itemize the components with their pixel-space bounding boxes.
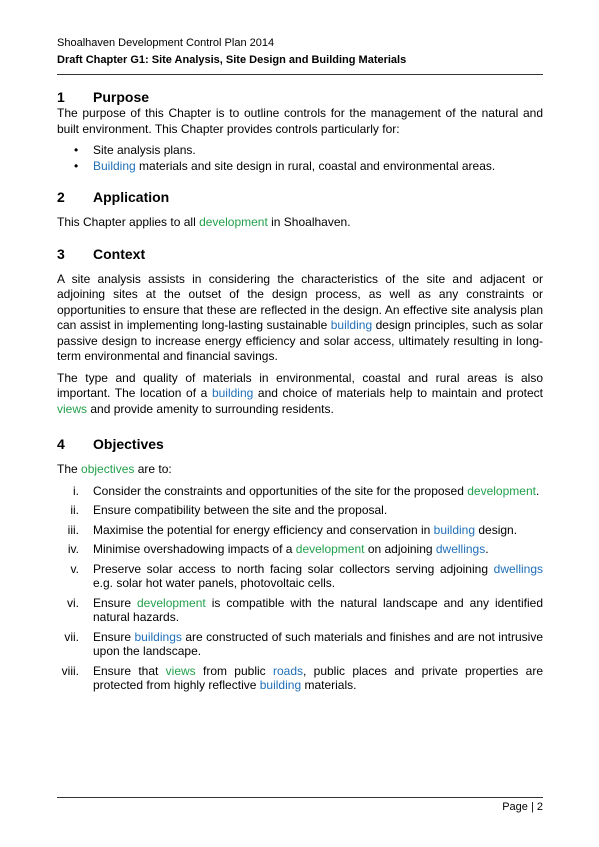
list-item <box>57 158 543 174</box>
glossary-link-building[interactable]: building <box>211 386 254 400</box>
glossary-link-development[interactable]: development <box>295 542 365 556</box>
text-run: in Shoalhaven. <box>267 215 351 229</box>
text-run: Maximise the potential for energy efficiency and conservation in <box>93 522 434 537</box>
text-run: Ensure <box>93 595 137 610</box>
roman-numeral: vi. <box>67 595 79 610</box>
roman-numeral: iii. <box>67 522 79 537</box>
glossary-link-building[interactable]: Building <box>93 159 136 173</box>
list-item <box>57 542 543 557</box>
text-run: are to: <box>134 462 172 476</box>
section-heading <box>57 188 543 206</box>
text-run: , public places and private properties are protected from highly reflective <box>93 663 544 692</box>
list-item <box>57 596 543 625</box>
section-heading <box>57 435 543 453</box>
glossary-link-views[interactable]: views <box>165 663 196 678</box>
section-heading <box>57 88 543 106</box>
roman-numeral: ii. <box>70 503 79 517</box>
glossary-link-dwellings[interactable]: dwellings <box>493 561 543 576</box>
list-item-text: materials and site design in rural, coastal and environmental areas. <box>135 159 496 173</box>
list-item <box>57 630 543 659</box>
glossary-link-building[interactable]: building <box>330 318 373 332</box>
text-run: The type and quality of materials in environmental, coastal and rural areas is also important. The location of a <box>57 370 543 400</box>
list-item <box>57 142 543 158</box>
section-number: 3 <box>57 245 65 262</box>
text-run: Consider the constraints and opportunities of the site for the proposed <box>93 483 468 498</box>
section-number: 1 <box>57 89 65 105</box>
section-number: 2 <box>57 189 65 205</box>
glossary-link-dwellings[interactable]: dwellings <box>435 542 486 556</box>
text-run: and provide amenity to surrounding residents. <box>87 401 334 416</box>
glossary-link-building[interactable]: building <box>259 678 302 692</box>
glossary-link-development[interactable]: development <box>137 595 206 610</box>
text-run: Ensure <box>93 629 135 644</box>
glossary-link-views[interactable]: views <box>57 401 88 416</box>
text-run: The <box>57 462 82 476</box>
header-divider <box>57 74 543 75</box>
text-run: . <box>535 483 540 498</box>
glossary-link-building[interactable]: building <box>433 522 476 537</box>
roman-numeral: vii. <box>64 629 79 644</box>
section-application <box>57 188 543 231</box>
page-body <box>57 88 543 698</box>
glossary-link-development[interactable]: development <box>467 483 536 498</box>
list-item-text: Site analysis plans. <box>93 143 196 157</box>
section-objectives <box>57 435 543 693</box>
bullet-icon: • <box>74 159 79 173</box>
text-run: from public <box>195 663 273 678</box>
list-item <box>57 503 543 518</box>
page-number: Page | 2 <box>502 801 543 813</box>
section-number: 4 <box>57 436 65 452</box>
section-heading <box>57 245 543 263</box>
list-item <box>57 484 543 499</box>
text-run: e.g. solar hot water panels, photovoltaic cells. <box>93 576 336 590</box>
list-item <box>57 562 543 591</box>
bullet-icon: • <box>74 143 79 157</box>
glossary-link-roads[interactable]: roads <box>272 663 304 678</box>
text-run: and choice of materials help to maintain and protect <box>253 386 543 400</box>
section-title: Purpose <box>93 89 150 105</box>
section-purpose <box>57 88 543 174</box>
objectives-intro <box>57 462 543 478</box>
list-item <box>57 523 543 538</box>
text-run: Ensure compatibility between the site and the proposal. <box>93 503 388 517</box>
text-run: Preserve solar access to north facing solar collectors serving adjoining <box>93 561 494 576</box>
purpose-bullet-list <box>57 142 543 174</box>
section-context <box>57 245 543 418</box>
glossary-link-development[interactable]: development <box>199 215 268 229</box>
text-run: is compatible with the natural landscape and any identified natural hazards. <box>93 595 543 624</box>
chapter-title: Draft Chapter G1: Site Analysis, Site Design and Building Materials <box>57 54 407 66</box>
document-title: Shoalhaven Development Control Plan 2014 <box>57 37 275 49</box>
section-title: Application <box>93 189 170 205</box>
objectives-list <box>57 484 543 693</box>
application-paragraph <box>57 215 543 231</box>
text-run: This Chapter applies to all <box>57 215 200 229</box>
purpose-paragraph: The purpose of this Chapter is to outline controls for the management of the natural and built environment. This Chapter provides controls particularly for: <box>57 106 543 136</box>
section-title: Objectives <box>93 436 164 452</box>
glossary-link-buildings[interactable]: buildings <box>134 629 182 644</box>
glossary-link-objectives[interactable]: objectives <box>81 462 135 476</box>
page-header <box>57 36 543 67</box>
roman-numeral: i. <box>73 483 79 498</box>
context-paragraph-2 <box>57 371 543 418</box>
text-run: on adjoining <box>364 542 436 556</box>
text-run: Minimise overshadowing impacts of a <box>93 542 296 556</box>
text-run: . <box>485 542 489 556</box>
footer-divider <box>57 797 543 798</box>
text-run: design. <box>475 522 518 537</box>
text-run: A site analysis assists in considering the characteristics of the site and adjacent or adjoining sites at the outset of the design process, as well as any constraints or opportunities to ensure that these are reflected in the design. An effective site analysis plan can assist in implementing long-lasting sustainable <box>57 271 543 332</box>
text-run: Ensure that <box>93 663 166 678</box>
roman-numeral: viii. <box>61 663 79 678</box>
context-paragraph-1 <box>57 272 543 365</box>
roman-numeral: v. <box>70 561 79 576</box>
list-item <box>57 664 543 693</box>
roman-numeral: iv. <box>67 542 79 556</box>
text-run: design principles, such as solar passive design to increase energy efficiency and solar access, ultimately resulting in long-term environmental and financial savings. <box>57 318 543 363</box>
text-run: materials. <box>301 678 357 692</box>
section-title: Context <box>93 245 146 262</box>
text-run: are constructed of such materials and finishes and are not intrusive upon the landscape. <box>93 629 543 658</box>
